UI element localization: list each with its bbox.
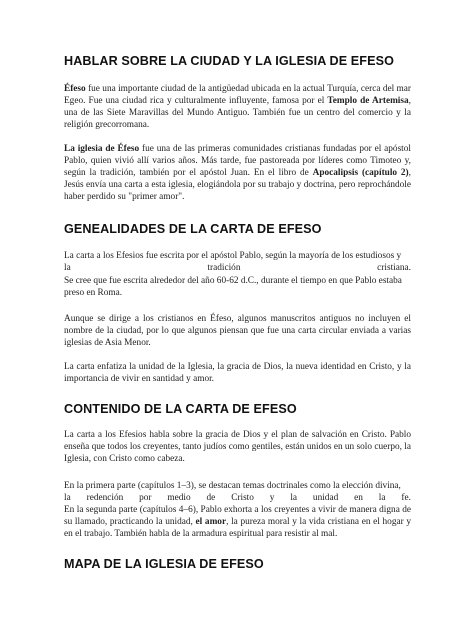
section-title-generalidades: GENEALIDADES DE LA CARTA DE EFESO (64, 222, 322, 237)
paragraph-iglesia-efeso: La iglesia de Éfeso fue una de las primeras comunidades cristianas fundadas por el apóstol Pablo, quien vivió allí varios años. Más tarde, fue pastoreada por líderes como Timoteo y, según la tradición, también por el apóstol Juan. En el libro de Apocalipsis (capítulo 2), Jesús envía una carta a esta iglesia, elogiándola por su trabajo y doctrina, pero reprochándole haber perdido su "primer amor". (64, 144, 411, 203)
paragraph-autoria-line2: la tradición cristiana. (64, 263, 411, 274)
paragraph-autoria-line1: La carta a los Efesios fue escrita por el apóstol Pablo, según la mayoría de los estudiosos y (64, 251, 402, 262)
bold-el-amor: el amor (195, 517, 227, 528)
bold-efeso: Éfeso (64, 84, 86, 94)
section-title-contenido: CONTENIDO DE LA CARTA DE EFESO (64, 401, 297, 416)
bold-iglesia-efeso: La iglesia de Éfeso (64, 144, 140, 155)
paragraph-efeso-ciudad: Éfeso fue una importante ciudad de la antigüedad ubicada en la actual Turquía, cerca del mar Egeo. Fue una ciudad rica y culturalmente influyente, famosa por el Templo de Artemisa, una de las Siete Maravillas del Mundo Antiguo. También fue un centro del comercio y la religión grecorromana. (64, 84, 411, 131)
paragraph-gracia-salvacion: La carta a los Efesios habla sobre la gracia de Dios y el plan de salvación en Cristo. Pablo enseña que todos los creyentes, tanto judíos como gentiles, están unidos en un solo cuerpo, la Iglesia, con Cristo como cabeza. (64, 429, 412, 464)
section-title-ciudad-iglesia: HABLAR SOBRE LA CIUDAD Y LA IGLESIA DE EFESO (64, 54, 394, 68)
bold-templo-artemisa: Templo de Artemisa (327, 96, 409, 107)
section-title-mapa: MAPA DE LA IGLESIA DE EFESO (64, 557, 264, 572)
bold-apocalipsis: Apocalipsis (capítulo 2) (312, 168, 409, 179)
paragraph-enfasis: La carta enfatiza la unidad de la Iglesia, la gracia de Dios, la nueva identidad en Cristo, y la importancia de vivir en santidad y amor. (64, 361, 411, 384)
paragraph-fecha-carta: Se cree que fue escrita alrededor del año 60-62 d.C., durante el tiempo en que Pablo estaba preso en Roma. (64, 275, 402, 298)
paragraph-partes-line2: la redención por medio de Cristo y la unidad en la fe. (64, 493, 411, 504)
paragraph-partes-line1: En la primera parte (capítulos 1–3), se destacan temas doctrinales como la elección divina, (64, 480, 401, 491)
paragraph-segunda-parte: En la segunda parte (capítulos 4–6), Pablo exhorta a los creyentes a vivir de manera digna de su llamado, practicando la unidad, el amor, la pureza moral y la vida cristiana en el hogar y en el trabajo. También habla de la armadura espiritual para resistir al mal. (64, 505, 412, 540)
paragraph-destinatarios: Aunque se dirige a los cristianos en Éfeso, algunos manuscritos antiguos no incluyen el nombre de la ciudad, por lo que algunos piensan que fue una carta circular enviada a varias iglesias de Asia Menor. (64, 313, 411, 348)
